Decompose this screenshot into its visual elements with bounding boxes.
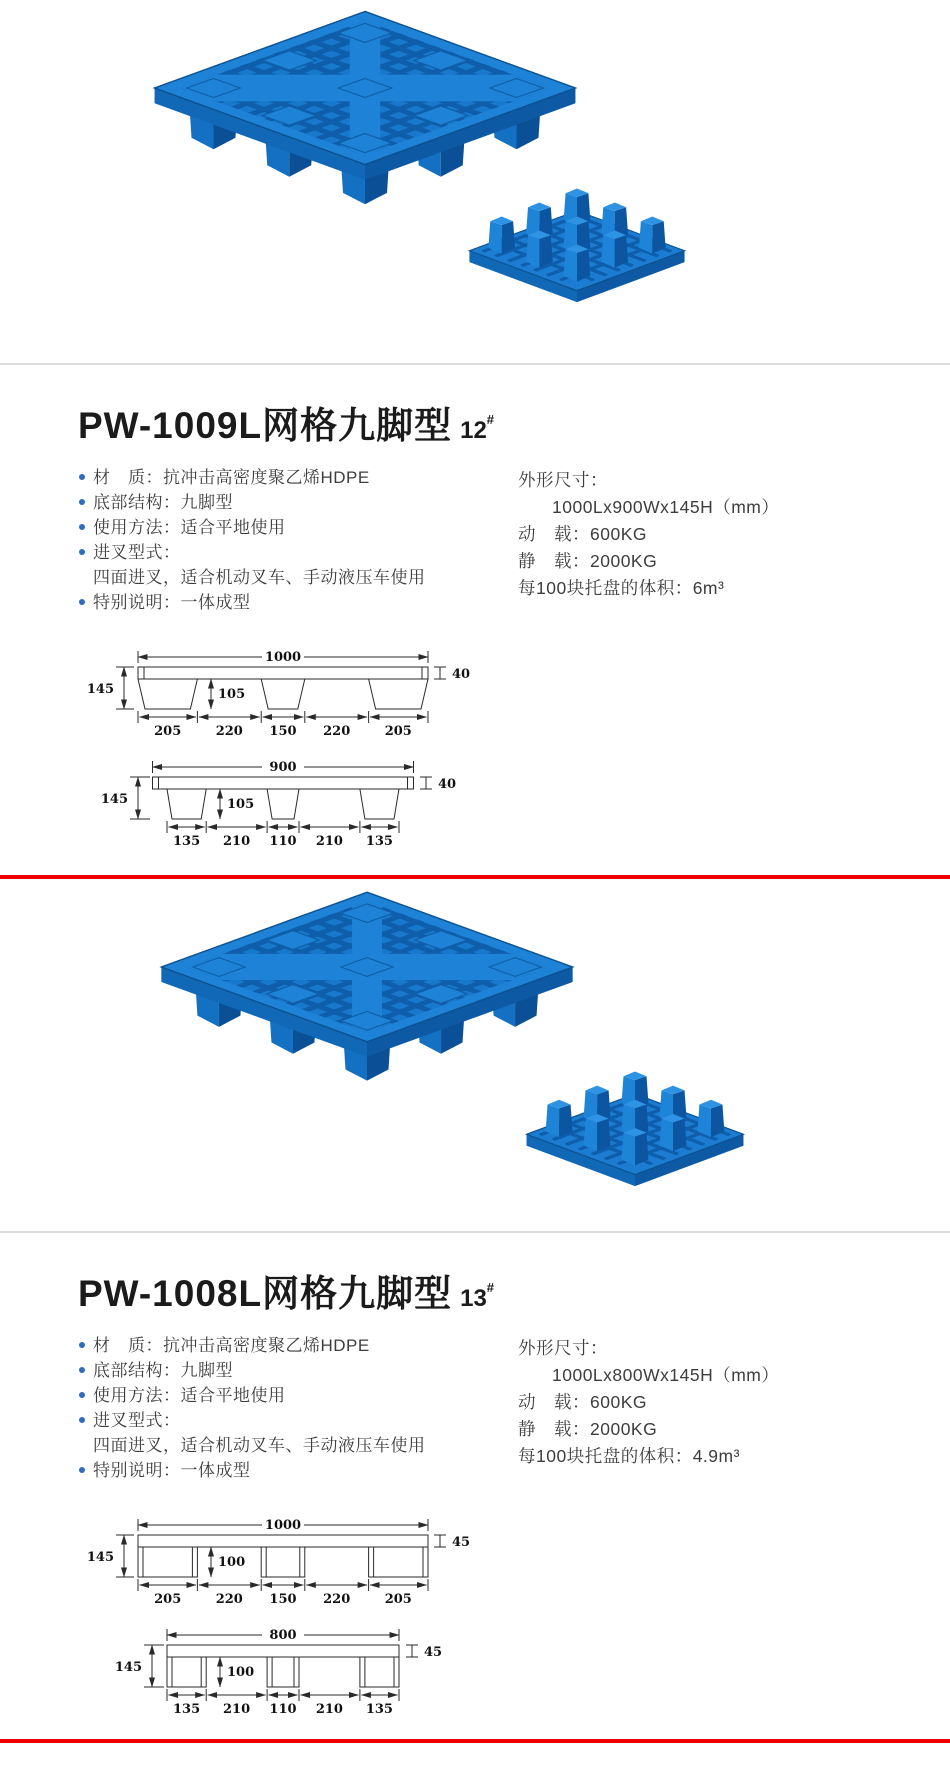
dim-segment: 220 [215,724,243,739]
bullet-text: 材 质：抗冲击高密度聚乙烯HDPE [93,1336,370,1355]
bullet-dot [79,1417,85,1423]
bullet-dot [79,524,85,530]
dim-leg-height: 105 [227,797,255,812]
dim-segment: 150 [269,724,297,739]
product-photos [0,0,950,365]
spec-volume: 每100块托盘的体积：6m³ [518,578,725,598]
spec-static-load: 静 载：2000KG [518,1419,658,1439]
bullet-dot [79,599,85,605]
bullet-text: 底部结构：九脚型 [93,1361,233,1380]
bullet-text: 进叉型式： [93,1411,181,1430]
spec-static-load: 静 载：2000KG [518,551,658,571]
product-number: 13 [460,1285,487,1312]
bullet-text: 使用方法：适合平地使用 [93,518,286,537]
bullet-dot [79,474,85,480]
dim-deck-thickness: 45 [452,1535,471,1550]
dim-segment: 205 [154,724,182,739]
pallet-bottom-view-image [515,1069,755,1223]
page-bottom-padding [0,1743,950,1765]
bullet-fork-type [78,1408,518,1458]
spec-dynamic-load: 动 载：600KG [518,524,647,544]
dim-segment: 210 [223,1702,251,1717]
product-info [0,395,950,849]
dim-height: 145 [86,1550,114,1565]
dim-segment: 220 [323,724,351,739]
dim-segment: 210 [315,834,343,849]
bullet-usage [78,1383,518,1408]
dim-segment: 205 [154,1592,182,1607]
dim-segment: 110 [269,834,297,849]
dim-segment: 210 [315,1702,343,1717]
dim-leg-height: 100 [227,1665,255,1680]
dim-segment: 210 [223,834,251,849]
product-photos [0,879,950,1233]
dim-height: 145 [100,792,128,807]
bullet-dot [79,499,85,505]
product-section-1 [0,0,950,879]
bullet-special-note [78,1458,518,1483]
dim-segment: 205 [384,1592,412,1607]
specs-panel [518,467,779,602]
bullet-text: 使用方法：适合平地使用 [93,1386,286,1405]
dimension-drawing-1 [78,643,498,739]
bullet-bottom-structure [78,1358,518,1383]
bullet-text: 底部结构：九脚型 [93,493,233,512]
spec-size-value: 1000Lx800Wx145H（mm） [552,1365,780,1385]
spec-volume: 每100块托盘的体积：4.9m³ [518,1446,740,1466]
dim-deck-thickness: 40 [452,667,471,682]
dim-segment: 205 [384,724,412,739]
dim-deck-thickness: 40 [438,777,457,792]
product-model-name: PW-1008L网格九脚型 [78,1273,453,1314]
product-number-suffix: # [486,1280,495,1295]
bullet-special-note [78,590,518,615]
dim-segment: 135 [173,1702,201,1717]
dim-leg-height: 100 [218,1555,246,1570]
dimension-drawing-2 [78,753,498,849]
spec-dynamic-load: 动 载：600KG [518,1392,647,1412]
bullet-dot [79,1367,85,1373]
spec-bullet-list [78,1333,518,1483]
bullet-text: 进叉型式： [93,543,181,562]
spec-size-value: 1000Lx900Wx145H（mm） [552,497,780,517]
bullet-fork-type [78,540,518,590]
bullet-text: 特别说明：一体成型 [93,593,251,612]
bullet-text: 特别说明：一体成型 [93,1461,251,1480]
product-title [78,1263,920,1317]
dim-leg-height: 105 [218,687,246,702]
bullet-dot [79,549,85,555]
bullet-material [78,1333,518,1358]
dim-total: 800 [269,1628,297,1643]
dim-segment: 135 [173,834,201,849]
product-number: 12 [460,417,487,444]
dimension-drawing-2 [78,1621,498,1717]
dim-total: 900 [269,760,297,775]
product-title [78,395,920,449]
bullet-text: 材 质：抗冲击高密度聚乙烯HDPE [93,468,370,487]
dim-segment: 110 [269,1702,297,1717]
bullet-dot [79,1467,85,1473]
dim-segment: 135 [365,834,393,849]
product-number-suffix: # [486,412,495,427]
dim-total: 1000 [264,650,302,665]
dim-segment: 220 [323,1592,351,1607]
product-model-name: PW-1009L网格九脚型 [78,405,453,446]
dimension-drawing-1 [78,1511,498,1607]
dim-height: 145 [86,682,114,697]
dim-segment: 220 [215,1592,243,1607]
pallet-bottom-view-image [458,186,696,338]
fork-type-detail: 四面进叉，适合机动叉车、手动液压车使用 [93,1436,426,1455]
fork-type-detail: 四面进叉，适合机动叉车、手动液压车使用 [93,568,426,587]
spec-size-label: 外形尺寸： [518,1338,608,1358]
bullet-material [78,465,518,490]
dimension-drawings [78,1511,920,1717]
product-info [0,1263,950,1717]
dim-segment: 150 [269,1592,297,1607]
dim-height: 145 [114,1660,142,1675]
spec-bullet-list [78,465,518,615]
bullet-usage [78,515,518,540]
dim-segment: 135 [365,1702,393,1717]
bullet-bottom-structure [78,490,518,515]
bullet-dot [79,1342,85,1348]
product-section-2 [0,879,950,1765]
specs-panel [518,1335,779,1470]
dim-total: 1000 [264,1518,302,1533]
bullet-dot [79,1392,85,1398]
dim-deck-thickness: 45 [424,1645,443,1660]
spec-size-label: 外形尺寸： [518,470,608,490]
dimension-drawings [78,643,920,849]
